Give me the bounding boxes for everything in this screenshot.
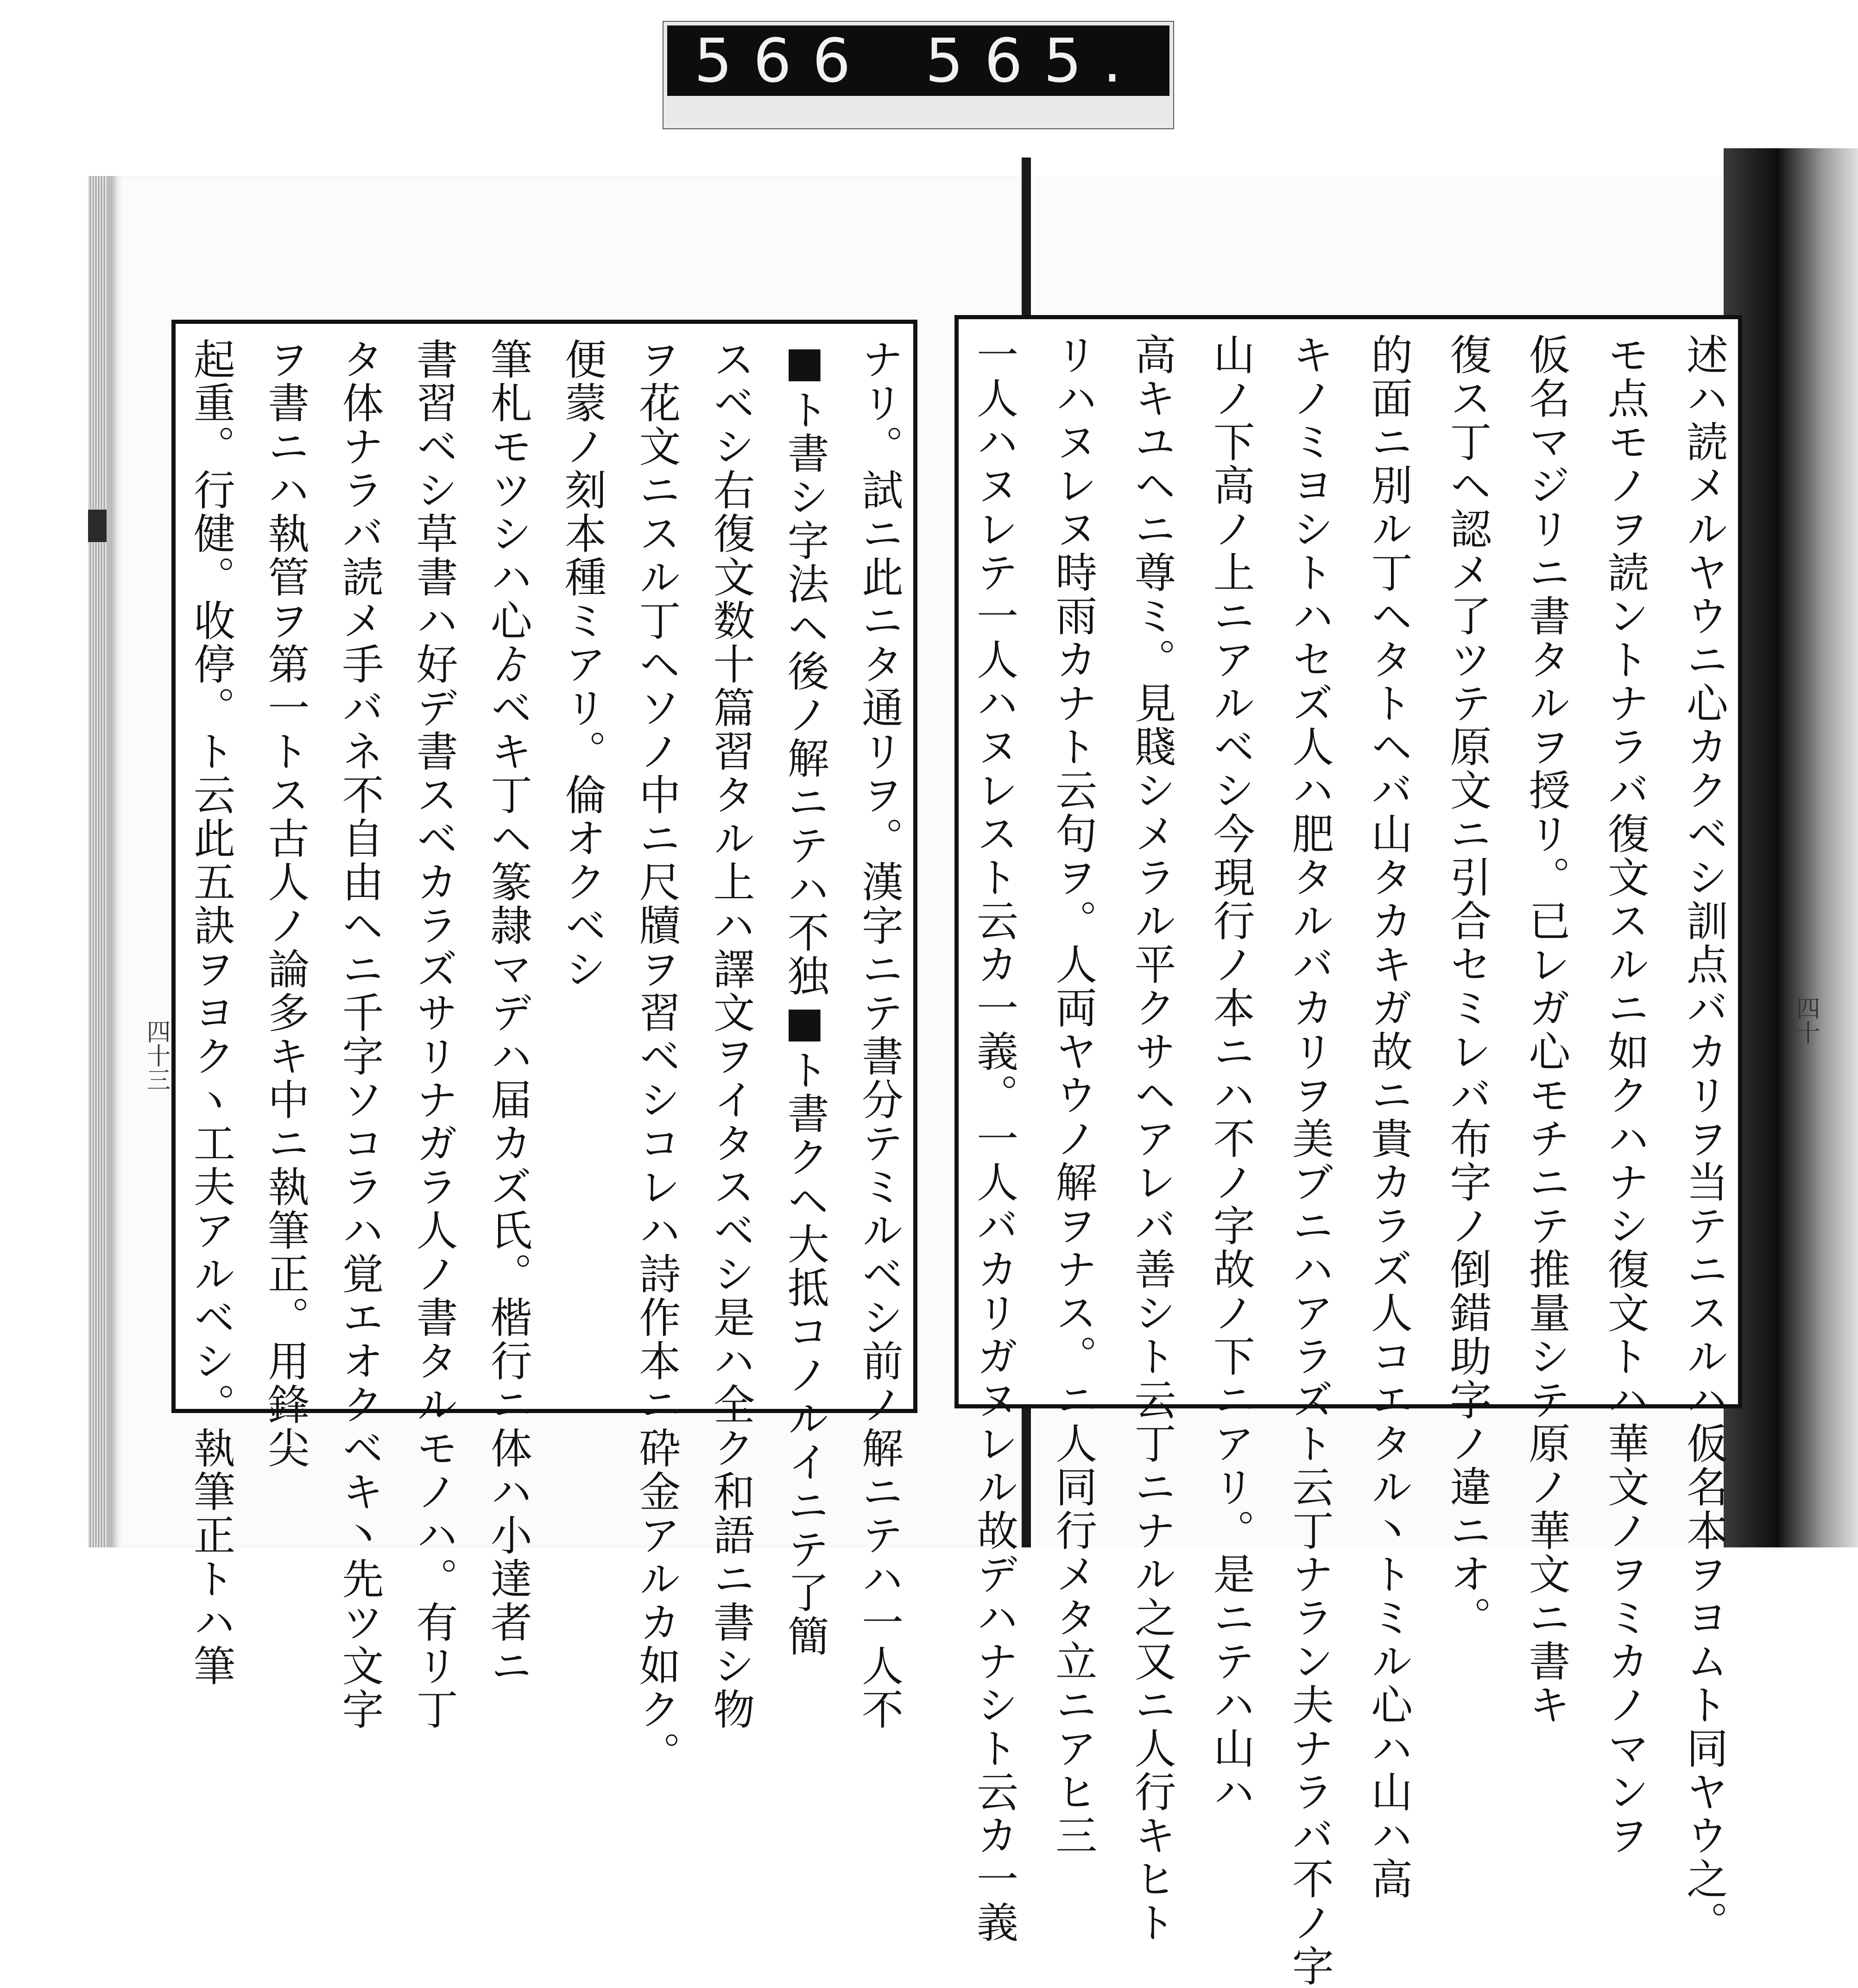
text-column: 起重。行健。收停。ト云此五訣ヲヨクヽ工夫アルベシ。執筆正トハ筆 <box>186 338 235 1688</box>
left-page-number: 566 <box>694 25 872 96</box>
right-page-number: 565. <box>925 25 1143 96</box>
text-column: 的面ニ別ル丁ヘタトヘバ山タカキガ故ニ貴カラズ人コエタル丶トミル心ハ山ハ高 <box>1364 333 1413 1901</box>
right-text-columns <box>969 333 1728 1988</box>
text-column: 高キユヘニ尊ミ。見賤シメラル平クサヘアレバ善シト云丁ニナル之又ニ人行キヒト <box>1127 333 1176 1944</box>
text-column: 筆札モツシハ心ゟベキ丁ヘ篆隷マデハ届カズ氏。楷行ニ体ハ小達者ニ <box>483 338 532 1688</box>
left-text-frame <box>171 320 917 1775</box>
text-column: 一人ハヌレテ一人ハヌレスト云カ一義。一人バカリガヌレル故デハナシト云カ一義 <box>969 333 1018 1944</box>
left-margin-note: 四十三 <box>142 1019 170 1092</box>
text-column: 便蒙ノ刻本種ミアリ。倫オクベシ <box>557 338 607 991</box>
left-text-columns <box>186 338 903 1775</box>
right-margin-note: 四十 <box>1792 996 1820 1044</box>
text-column: ナリ。試ニ此ニタ通リヲ。漢字ニテ書分テミルベシ前ノ解ニテハ一人不 <box>854 338 903 1731</box>
right-page-edge <box>1724 148 1858 1547</box>
text-column: モ点モノヲ読ントナラバ復文スルニ如クハナシ復文トハ華文ノヲミカノマンヲ <box>1600 333 1649 1857</box>
text-column: 述ハ読メルヤウニ心カクベシ訓点バカリヲ当テニスルハ仮名本ヲヨムト同ヤウ之。 <box>1679 333 1728 1944</box>
right-text-frame <box>954 315 1742 1988</box>
text-column: キノミヨシトハセズ人ハ肥タルバカリヲ美ブニハアラズト云丁ナラン夫ナラバ不ノ字 <box>1284 333 1333 1988</box>
text-column: 復ス丁ヘ認メ了ツテ原文ニ引合セミレバ布字ノ倒錯助字ノ違ニオ。 <box>1442 333 1491 1640</box>
text-column: 仮名マジリニ書タルヲ授リ。已レガ心モチニテ推量シテ原ノ華文ニ書キ <box>1521 333 1570 1727</box>
text-column: 書習ベシ草書ハ好デ書スベカラズサリナガラ人ノ書タルモノハ。有リ丁 <box>409 338 458 1731</box>
text-column: ■ト書シ字法ヘ後ノ解ニテハ不独■ト書クヘ大抵コノルイニテ了簡 <box>780 338 829 1658</box>
text-column: ヲ書ニハ執管ヲ第一トス古人ノ論多キ中ニ執筆正。用鋒尖 <box>260 338 310 1470</box>
text-column: ヲ花文ニスル丁ヘソノ中ニ尺牘ヲ習ベシコレハ詩作本ニ砕金アルカ如ク。 <box>632 338 681 1775</box>
page-number-plate <box>663 21 1174 129</box>
text-column: スベシ右復文数十篇習タル上ハ譯文ヲイタスベシ是ハ全ク和語ニ書シ物 <box>706 338 755 1731</box>
text-column: リハヌレヌ時雨カナト云句ヲ。人両ヤウノ解ヲナス。ニ人同行メタ立ニアヒ三 <box>1048 333 1097 1857</box>
page-number-strip <box>667 25 1169 96</box>
text-column: 山ノ下高ノ上ニアルベシ今現行ノ本ニハ不ノ字故ノ下ニアリ。是ニテハ山ハ <box>1206 333 1255 1814</box>
text-column: タ体ナラバ読メ手バネ不自由ヘニ千字ソコラハ覚エオクベキ丶先ツ文字 <box>335 338 384 1731</box>
